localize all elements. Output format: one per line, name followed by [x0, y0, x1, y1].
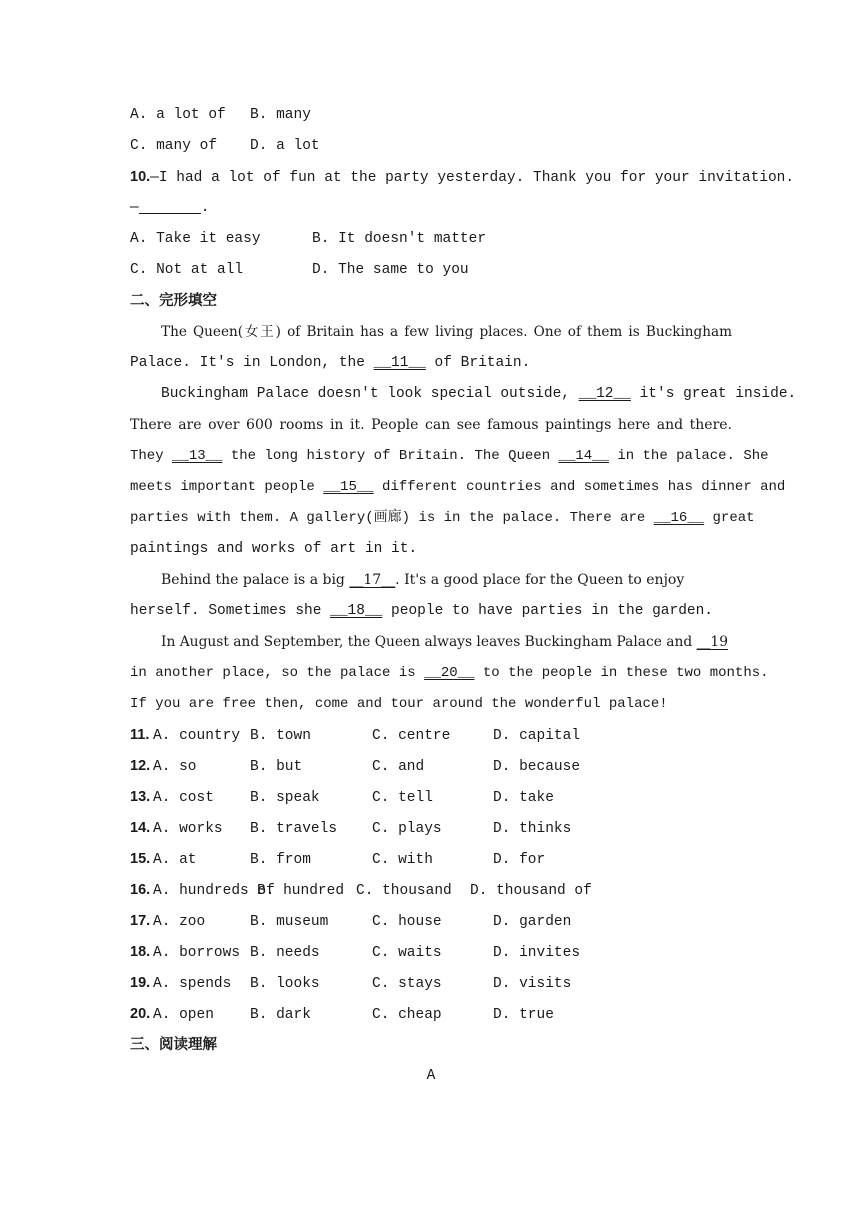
option-b: B. dark — [250, 1007, 311, 1023]
option-b: B. travels — [250, 821, 338, 837]
option-a: A. cost — [153, 790, 214, 806]
option-b: B. speak — [250, 790, 320, 806]
passage-line — [130, 658, 769, 689]
blank-16: __16__ — [653, 510, 705, 526]
passage-text: of Britain. — [425, 355, 531, 371]
option-b: B. needs — [250, 945, 320, 961]
question-row — [130, 751, 732, 782]
option-d: D. capital — [493, 728, 581, 744]
cloze-questions — [130, 720, 732, 1030]
passage-line — [130, 441, 769, 472]
option-b: B. from — [250, 852, 311, 868]
passage-text: Palace. It's in London, the — [130, 355, 374, 371]
q10-reply — [130, 193, 732, 224]
passage-text: paintings and works of art in it. — [130, 541, 418, 557]
question-number: 14. — [130, 820, 151, 836]
passage-line — [130, 534, 732, 565]
q9-option-d: D. a lot — [250, 138, 320, 154]
option-c: C. centre — [372, 728, 451, 744]
question-number: 16. — [130, 882, 151, 898]
passage-text: different countries and sometimes has dinner and — [373, 479, 786, 495]
option-c: C. plays — [372, 821, 442, 837]
option-d: D. because — [493, 759, 581, 775]
q10-prompt-text: —I had a lot of fun at the party yesterday. Thank you for your invitation. — [150, 170, 795, 186]
passage-line — [130, 379, 797, 410]
passage-text: The Queen(女王) of Britain has a few living places. One of them is Buckingham — [161, 324, 732, 340]
passage-text: meets important people — [130, 479, 324, 495]
question-number: 20. — [130, 1006, 151, 1022]
worksheet-page — [130, 100, 797, 1092]
option-a: A. works — [153, 821, 223, 837]
blank-15: __15__ — [323, 479, 374, 495]
option-b: B. looks — [250, 976, 320, 992]
passage-text: herself. Sometimes she — [130, 603, 331, 619]
option-c: C. stays — [372, 976, 442, 992]
passage-line — [130, 472, 786, 503]
blank-20: __20__ — [424, 665, 475, 681]
q9-option-a: A. a lot of — [130, 107, 226, 123]
option-d: D. take — [493, 790, 554, 806]
question-number: 15. — [130, 851, 151, 867]
passage-text: Behind the palace is a big — [161, 572, 350, 588]
question-row — [130, 875, 732, 906]
passage-text: in another place, so the palace is — [130, 665, 425, 681]
question-number: 12. — [130, 758, 151, 774]
option-c: C. thousand — [356, 883, 452, 899]
option-b: B. museum — [250, 914, 329, 930]
passage-line — [130, 627, 732, 658]
option-b: B. but — [250, 759, 303, 775]
question-row — [130, 937, 732, 968]
q10-option-b: B. It doesn't matter — [312, 231, 487, 247]
question-number: 11. — [130, 727, 150, 743]
passage-text: If you are free then, come and tour around the wonderful palace! — [130, 696, 668, 712]
passage-text: There are over 600 rooms in it. People can see famous paintings here and there. — [130, 417, 732, 433]
passage-text: . It's a good place for the Queen to enjoy — [395, 572, 685, 588]
option-a: A. open — [153, 1007, 214, 1023]
option-a: A. spends — [153, 976, 232, 992]
q10-option-a: A. Take it easy — [130, 231, 261, 247]
question-number: 18. — [130, 944, 151, 960]
blank-19: __19 — [696, 634, 728, 650]
passage-text: the long history of Britain. The Queen — [222, 448, 559, 464]
passage-text: people to have parties in the garden. — [382, 603, 714, 619]
option-d: D. thousand of — [470, 883, 592, 899]
q10-number: 10. — [130, 169, 151, 185]
option-d: D. thinks — [493, 821, 572, 837]
q10-options-row1 — [130, 224, 732, 255]
blank-12: __12__ — [578, 386, 631, 402]
passage-line — [130, 317, 732, 348]
passage-line — [130, 596, 732, 627]
question-number: 17. — [130, 913, 151, 929]
question-row — [130, 968, 732, 999]
option-c: C. waits — [372, 945, 442, 961]
section2-title: 二、完形填空 — [130, 293, 217, 309]
question-row — [130, 844, 732, 875]
question-row — [130, 720, 732, 751]
option-c: C. with — [372, 852, 433, 868]
option-d: D. true — [493, 1007, 554, 1023]
passage-line — [130, 689, 732, 720]
passage-text: it's great inside. — [630, 386, 797, 402]
option-a: A. zoo — [153, 914, 206, 930]
blank-18: __18__ — [330, 603, 383, 619]
option-d: D. for — [493, 852, 546, 868]
blank-17: __17__ — [349, 572, 396, 588]
q9-option-c: C. many of — [130, 138, 218, 154]
option-a: A. so — [153, 759, 197, 775]
passage-text: in the palace. She — [608, 448, 769, 464]
option-d: D. visits — [493, 976, 572, 992]
q9-options-row1 — [130, 100, 732, 131]
option-b: B. hundred — [257, 883, 345, 899]
blank-11: __11__ — [373, 355, 426, 371]
option-a: A. at — [153, 852, 197, 868]
q10-answer-blank — [139, 195, 201, 214]
option-a: A. country — [153, 728, 241, 744]
question-row — [130, 782, 732, 813]
q9-option-b: B. many — [250, 107, 311, 123]
passage-label: A — [426, 1068, 436, 1084]
blank-13: __13__ — [172, 448, 223, 464]
option-d: D. invites — [493, 945, 581, 961]
q10-options-row2 — [130, 255, 732, 286]
q10-reply-dash: — — [130, 200, 139, 216]
q10-option-c: C. Not at all — [130, 262, 244, 278]
option-c: C. house — [372, 914, 442, 930]
q10-prompt — [130, 162, 795, 193]
question-row — [130, 906, 732, 937]
passage-line — [130, 410, 732, 441]
option-a: A. borrows — [153, 945, 241, 961]
option-b: B. town — [250, 728, 311, 744]
passage-text: great — [704, 510, 755, 526]
option-a: A. hundreds of — [153, 883, 275, 899]
option-d: D. garden — [493, 914, 572, 930]
question-row — [130, 813, 732, 844]
q10-reply-end: . — [200, 200, 210, 216]
passage-text: In August and September, the Queen always leaves Buckingham Palace and — [161, 634, 697, 650]
passage-line — [130, 503, 755, 534]
question-row — [130, 999, 732, 1030]
passage-text: parties with them. A gallery(画廊) is in the palace. There are — [130, 510, 654, 526]
passage-text: They — [130, 448, 173, 464]
passage-line — [130, 348, 732, 379]
q10-option-d: D. The same to you — [312, 262, 469, 278]
section3-title: 三、阅读理解 — [130, 1037, 217, 1053]
passage-line — [130, 565, 732, 596]
blank-14: __14__ — [558, 448, 609, 464]
passage-text: to the people in these two months. — [474, 665, 769, 681]
option-c: C. and — [372, 759, 425, 775]
option-c: C. tell — [372, 790, 433, 806]
passage-text: Buckingham Palace doesn't look special outside, — [161, 386, 579, 402]
question-number: 19. — [130, 975, 151, 991]
question-number: 13. — [130, 789, 151, 805]
q9-options-row2 — [130, 131, 732, 162]
option-c: C. cheap — [372, 1007, 442, 1023]
